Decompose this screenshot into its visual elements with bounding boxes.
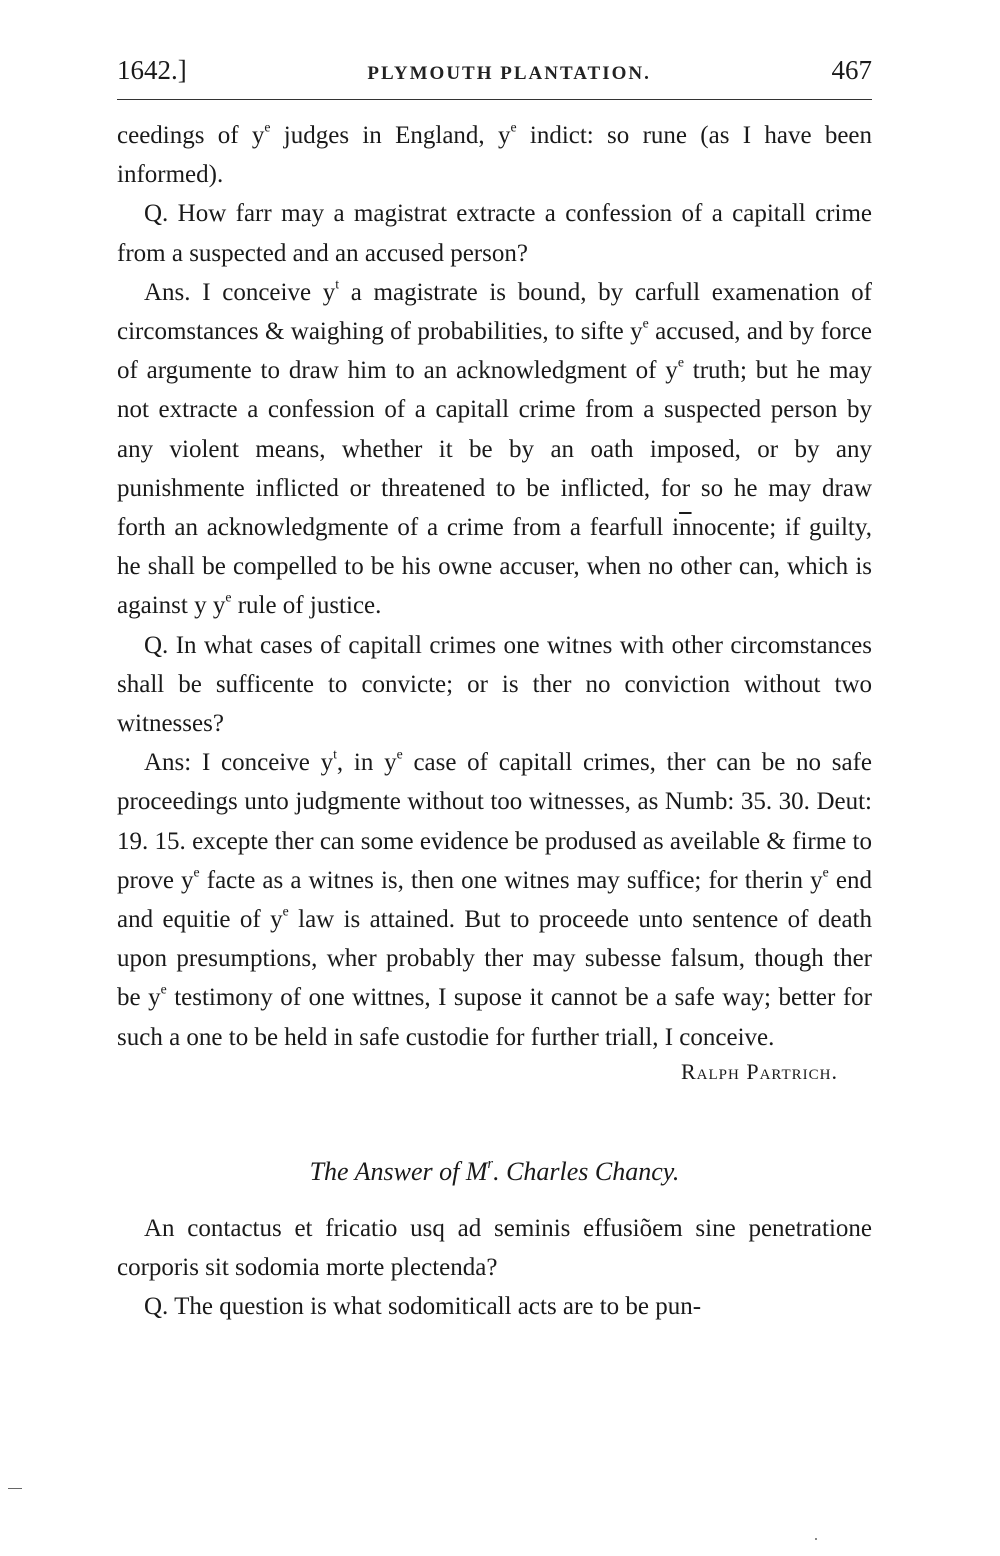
sup-e: e [677,354,684,370]
p3-seg-d2: nocente; if guilty, he shall be compelled to be his owne accuser, when no other can, which is against y [117,514,873,620]
sup-e: e [642,315,649,331]
sup-t: t [335,276,340,292]
p1-seg-b: judges in England, y [283,122,511,149]
section-title-b: . Charles Chancy. [493,1156,680,1186]
sup-e: e [264,119,271,135]
paragraph-3-answer [117,273,872,626]
p1-seg-c: indict: so rune (as I have been informed). [117,122,873,189]
p5-seg-f: law is attained. But to proceede unto sentence of death upon presumptions, wher probably ther may subesse falsum, though ther be y [117,906,873,1012]
scan-speck [815,1538,817,1540]
running-header [117,55,872,99]
p5-seg-e: end and equitie of y [117,866,872,934]
header-year: 1642.] [117,55,187,85]
sup-e: e [193,864,200,880]
paragraph-1 [117,116,872,194]
p3-tilde-n: $\overline{n}$ [679,514,692,542]
signature-last: Partrich. [746,1058,838,1084]
sup-e: e [282,903,289,919]
section-title-a: The Answer of M [309,1156,488,1186]
paragraph-2-question: Q. How farr may a magistrat extracte a confession of a capitall crime from a suspected and an accused person? [117,200,872,267]
sup-e: e [510,119,517,135]
p6-seg-a: An contactus et fricatio usq [144,1214,445,1242]
p3-seg-e: rule of justice. [237,592,382,620]
sup-e: e [396,746,403,762]
p5-seg-b: , in y [336,749,397,777]
running-title: PLYMOUTH PLANTATION. [367,63,651,84]
p3-seg-d: truth; but he may not extracte a confession of a capitall crime from a suspected person by any violent means, whether it be by an oath imposed, or by any punishmente inflicted or threatened to be inflicted, for so he may draw forth an acknowledgmente of a crime from a fearfull i [117,357,873,542]
p3-line-y: y [212,592,226,620]
header-rule [117,99,872,100]
paragraph-5-answer [117,743,872,1057]
sup-r: r [487,1155,494,1172]
p5-seg-d: facte as a witnes is, then one witnes may suffice; for therin y [206,866,823,894]
sup-t: t [333,746,337,762]
p5-seg-a: Ans: I conceive y [144,749,334,777]
p5-seg-c: case of capitall crimes, ther can be no safe proceedings unto judgmente without too witnesses, as Numb: 35. 30. Deut: 19. 15. excepte ther can some evidence be prodused as aveilable & firme to prove y [117,749,872,894]
paragraph-6-latin [117,1209,872,1287]
paragraph-7-question: Q. The question is what sodomiticall acts are to be pun- [144,1293,702,1321]
margin-dash [8,1488,22,1489]
page [117,55,872,1326]
page-number: 467 [831,55,872,85]
paragraph-4-question: Q. In what cases of capitall crimes one witnes with other circomstances shall be sufficente to convicte; or is ther no conviction without two witnesses? [117,631,872,738]
signature-first: Ralph [680,1058,740,1084]
signature [117,1059,872,1085]
p3-seg-a: Ans. I conceive y [144,278,336,306]
p3-seg-c: accused, and by force of argumente to draw him to an acknowledgment of y [117,318,872,385]
sup-e: e [822,864,829,880]
p3-seg-b: a magistrate is bound, by carfull examenation of circomstances & waighing of probabilities, to sifte y [117,278,872,346]
p1-seg-a: ceedings of y [117,122,265,149]
section-title [117,1157,872,1187]
sup-e: e [160,981,167,997]
sup-e: e [225,589,232,605]
p6-seg-b: ad seminis effusiõem sine penetratione corporis sit sodomia morte plectenda? [117,1214,872,1282]
p5-seg-g: testimony of one wittnes, I supose it cannot be a safe way; better for such a one to be held in safe custodie for further triall, I conceive. [117,984,872,1051]
